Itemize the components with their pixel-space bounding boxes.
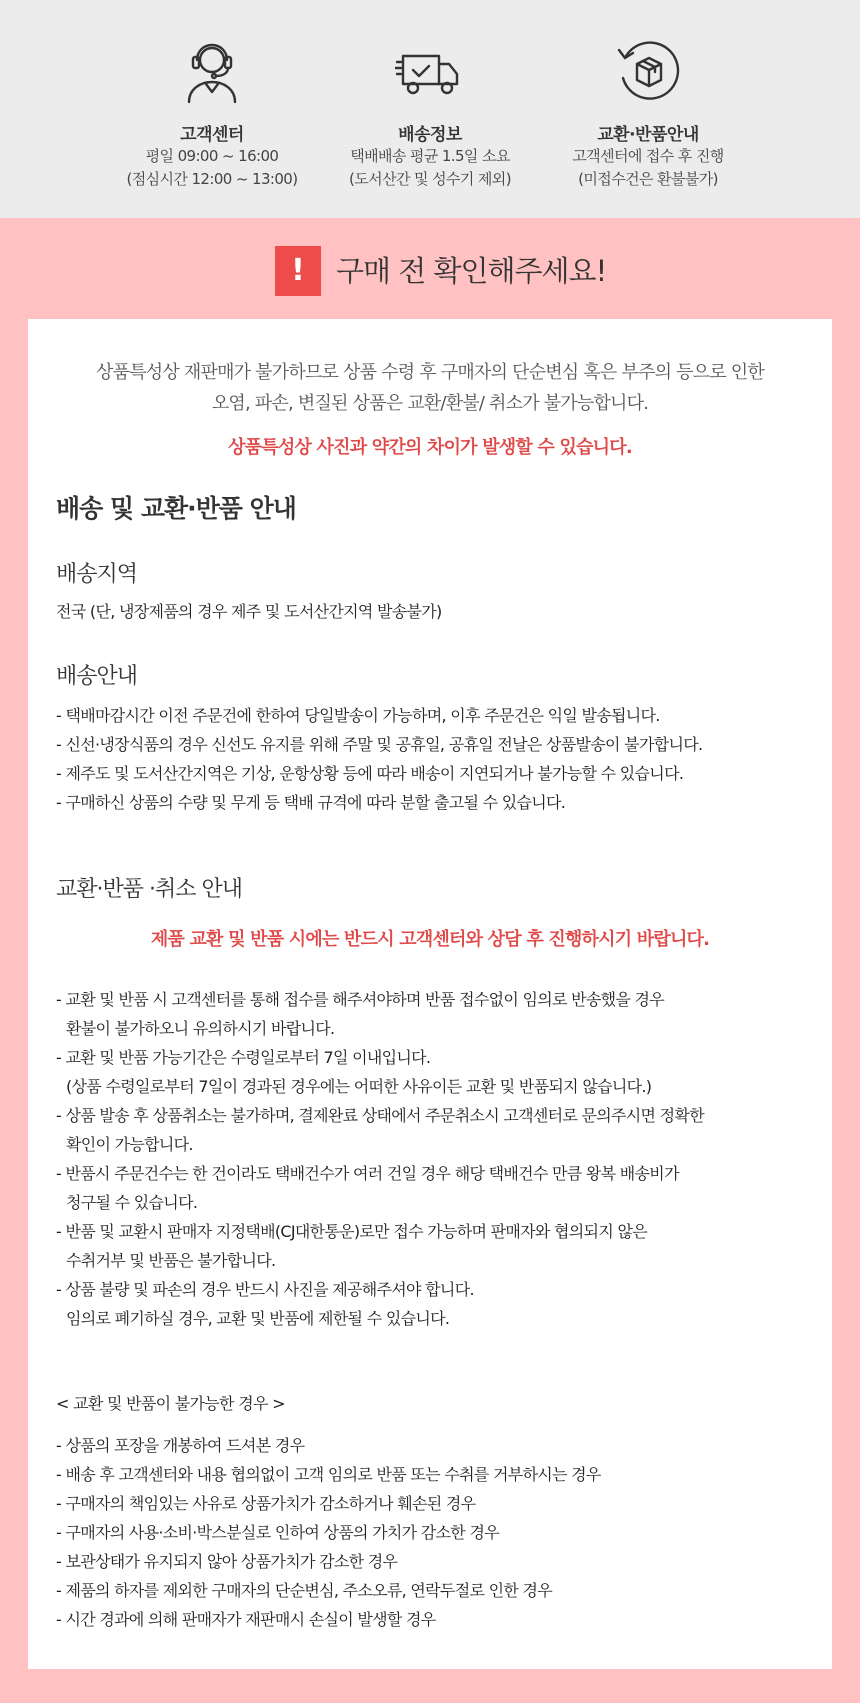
list-item: - 상품 발송 후 상품취소는 불가하며, 결제완료 상태에서 주문취소시 고객센터로 문의주시면 정확한 [56,1106,704,1125]
list-item: 환불이 불가하오니 유의하시기 바랍니다. [66,1019,335,1038]
list-item: - 반품시 주문건수는 한 건이라도 택배건수가 여러 건일 경우 해당 택배건수 만큼 왕복 배송비가 [56,1164,679,1183]
intro-text [28,357,832,419]
list-item: - 교환 및 반품 가능기간은 수령일로부터 7일 이내입니다. [56,1048,431,1067]
list-item: 청구될 수 있습니다. [66,1193,198,1212]
info-line: 고객센터에 접수 후 진행 [572,147,724,165]
info-title: 배송정보 [398,125,462,145]
section-title: 배송 및 교환·반품 안내 [56,494,296,523]
not-allowed-list [56,1431,601,1634]
list-item: 수취거부 및 반품은 불가합니다. [66,1251,276,1270]
notice-header [0,246,860,296]
info-line: (미접수건은 환불불가) [578,170,718,188]
list-item: - 택배마감시간 이전 주문건에 한하여 당일발송이 가능하며, 이후 주문건은 익일 발송됩니다. [56,706,660,725]
list-item: - 구매자의 책임있는 사유로 상품가치가 감소하거나 훼손된 경우 [56,1494,476,1513]
list-item: - 제품의 하자를 제외한 구매자의 단순변심, 주소오류, 연락두절로 인한 경우 [56,1581,552,1600]
list-item: - 교환 및 반품 시 고객센터를 통해 접수를 해주셔야하며 반품 접수없이 임의로 반송했을 경우 [56,990,665,1009]
delivery-truck-icon [395,36,465,106]
info-line: (점심시간 12:00 ~ 13:00) [126,170,298,188]
exclamation-icon: ! [275,246,321,296]
not-allowed-title: < 교환 및 반품이 불가능한 경우 > [56,1394,285,1413]
intro-warning: 상품특성상 사진과 약간의 차이가 발생할 수 있습니다. [228,437,632,458]
list-item: - 보관상태가 유지되지 않아 상품가치가 감소한 경우 [56,1552,398,1571]
exchange-title: 교환·반품 ·취소 안내 [56,877,242,902]
shipping-area-title: 배송지역 [56,562,138,587]
shipping-guide-title: 배송안내 [56,664,138,689]
list-item: 확인이 가능합니다. [66,1135,193,1154]
headset-agent-icon [177,36,247,106]
list-item: 임의로 폐기하실 경우, 교환 및 반품에 제한될 수 있습니다. [66,1309,450,1328]
list-item: - 시간 경과에 의해 판매자가 재판매시 손실이 발생할 경우 [56,1610,436,1629]
list-item: - 구매하신 상품의 수량 및 무게 등 택배 규격에 따라 분할 출고될 수 있습니다. [56,793,566,812]
notice-card [28,319,832,1669]
info-line: (도서산간 및 성수기 제외) [349,170,511,188]
list-item: - 구매자의 사용·소비·박스분실로 인하여 상품의 가치가 감소한 경우 [56,1523,499,1542]
info-line: 택배배송 평균 1.5일 소요 [350,147,510,165]
info-title: 교환·반품안내 [597,125,699,145]
intro-line: 상품특성상 재판매가 불가하므로 상품 수령 후 구매자의 단순변심 혹은 부주의 등으로 인한 [96,362,764,383]
list-item: - 제주도 및 도서산간지역은 기상, 운항상황 등에 따라 배송이 지연되거나 불가능할 수 있습니다. [56,764,684,783]
return-box-icon [613,36,683,106]
list-item: - 신선·냉장식품의 경우 신선도 유지를 위해 주말 및 공휴일, 공휴일 전날은 상품발송이 불가합니다. [56,735,703,754]
exchange-return-info [508,36,788,191]
notice-title: 구매 전 확인해주세요! [336,254,607,288]
info-title: 고객센터 [180,125,244,145]
list-item: - 상품의 포장을 개봉하여 드셔본 경우 [56,1436,305,1455]
list-item: - 상품 불량 및 파손의 경우 반드시 사진을 제공해주셔야 합니다. [56,1280,474,1299]
list-item: - 배송 후 고객센터와 내용 협의없이 고객 임의로 반품 또는 수취를 거부하시는 경우 [56,1465,601,1484]
info-band [0,0,860,218]
shipping-area-text: 전국 (단, 냉장제품의 경우 제주 및 도서산간지역 발송불가) [56,602,442,621]
list-item: (상품 수령일로부터 7일이 경과된 경우에는 어떠한 사유이든 교환 및 반품되지 않습니다.) [66,1077,652,1096]
list-item: - 반품 및 교환시 판매자 지정택배(CJ대한통운)로만 접수 가능하며 판매자와 협의되지 않은 [56,1222,647,1241]
shipping-guide-list [56,701,702,817]
exchange-warning: 제품 교환 및 반품 시에는 반드시 고객센터와 상담 후 진행하시기 바랍니다. [150,929,710,950]
intro-line: 오염, 파손, 변질된 상품은 교환/환불/ 취소가 불가능합니다. [211,393,649,414]
exchange-rules-list [56,985,704,1333]
info-line: 평일 09:00 ~ 16:00 [145,147,279,165]
